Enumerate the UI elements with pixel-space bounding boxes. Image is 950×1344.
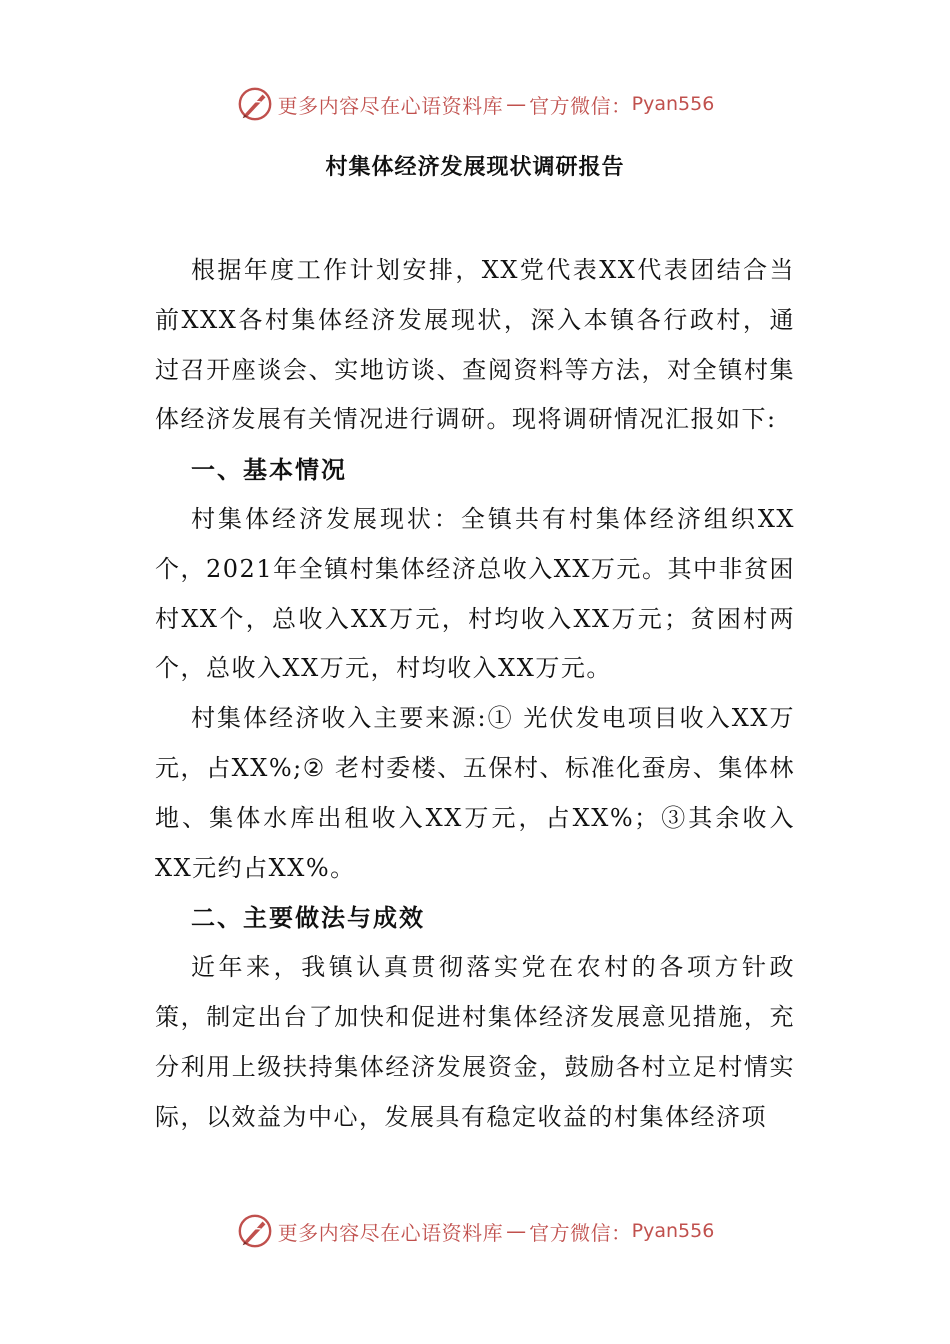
watermark-text: 更多内容尽在心语资料库 xyxy=(277,1220,504,1245)
section-heading-basic: 一、基本情况 xyxy=(191,455,347,485)
pen-logo-icon xyxy=(236,85,274,123)
body-paragraph: 村集体经济收入主要来源:① 光伏发电项目收入XX万元，占XX%;② 老村委楼、五保村、标准化蚕房、集体林地、集体水库出租收入XX万元，占XX%；③其余收入XX元约占XX%。 xyxy=(155,704,795,882)
watermark-wechat-label: 官方微信： xyxy=(529,1220,632,1245)
watermark-banner-bottom xyxy=(0,1209,950,1253)
watermark-wechat-id: Pyan556 xyxy=(631,93,715,115)
watermark-wechat-label: 官方微信： xyxy=(529,93,632,118)
document-title: 村集体经济发展现状调研报告 xyxy=(325,154,625,180)
section-heading-practices: 二、主要做法与成效 xyxy=(191,903,425,933)
body-paragraph: 村集体经济发展现状：全镇共有村集体经济组织XX个，2021年全镇村集体经济总收入XX万元。其中非贫困村XX个，总收入XX万元，村均收入XX万元；贫困村两个，总收入XX万元，村均收入XX万元。 xyxy=(155,504,795,683)
watermark-separator: — xyxy=(506,1219,527,1243)
watermark-banner-top xyxy=(0,82,950,126)
document-body xyxy=(155,246,795,1142)
intro-paragraph: 根据年度工作计划安排，XX党代表XX代表团结合当前XXX各村集体经济发展现状，深入本镇各行政村，通过召开座谈会、实地访谈、查阅资料等方法，对全镇村集体经济发展有关情况进行调研。现将调研情况汇报如下: xyxy=(155,256,795,434)
watermark-text: 更多内容尽在心语资料库 xyxy=(277,93,504,118)
body-paragraph: 近年来，我镇认真贯彻落实党在农村的各项方针政策，制定出台了加快和促进村集体经济发展意见措施，充分利用上级扶持集体经济发展资金，鼓励各村立足村情实际，以效益为中心，发展具有稳定收益的村集体经济项 xyxy=(155,953,795,1131)
watermark-separator: — xyxy=(506,92,527,116)
pen-logo-icon xyxy=(236,1212,274,1250)
watermark-wechat-id: Pyan556 xyxy=(631,1220,715,1242)
